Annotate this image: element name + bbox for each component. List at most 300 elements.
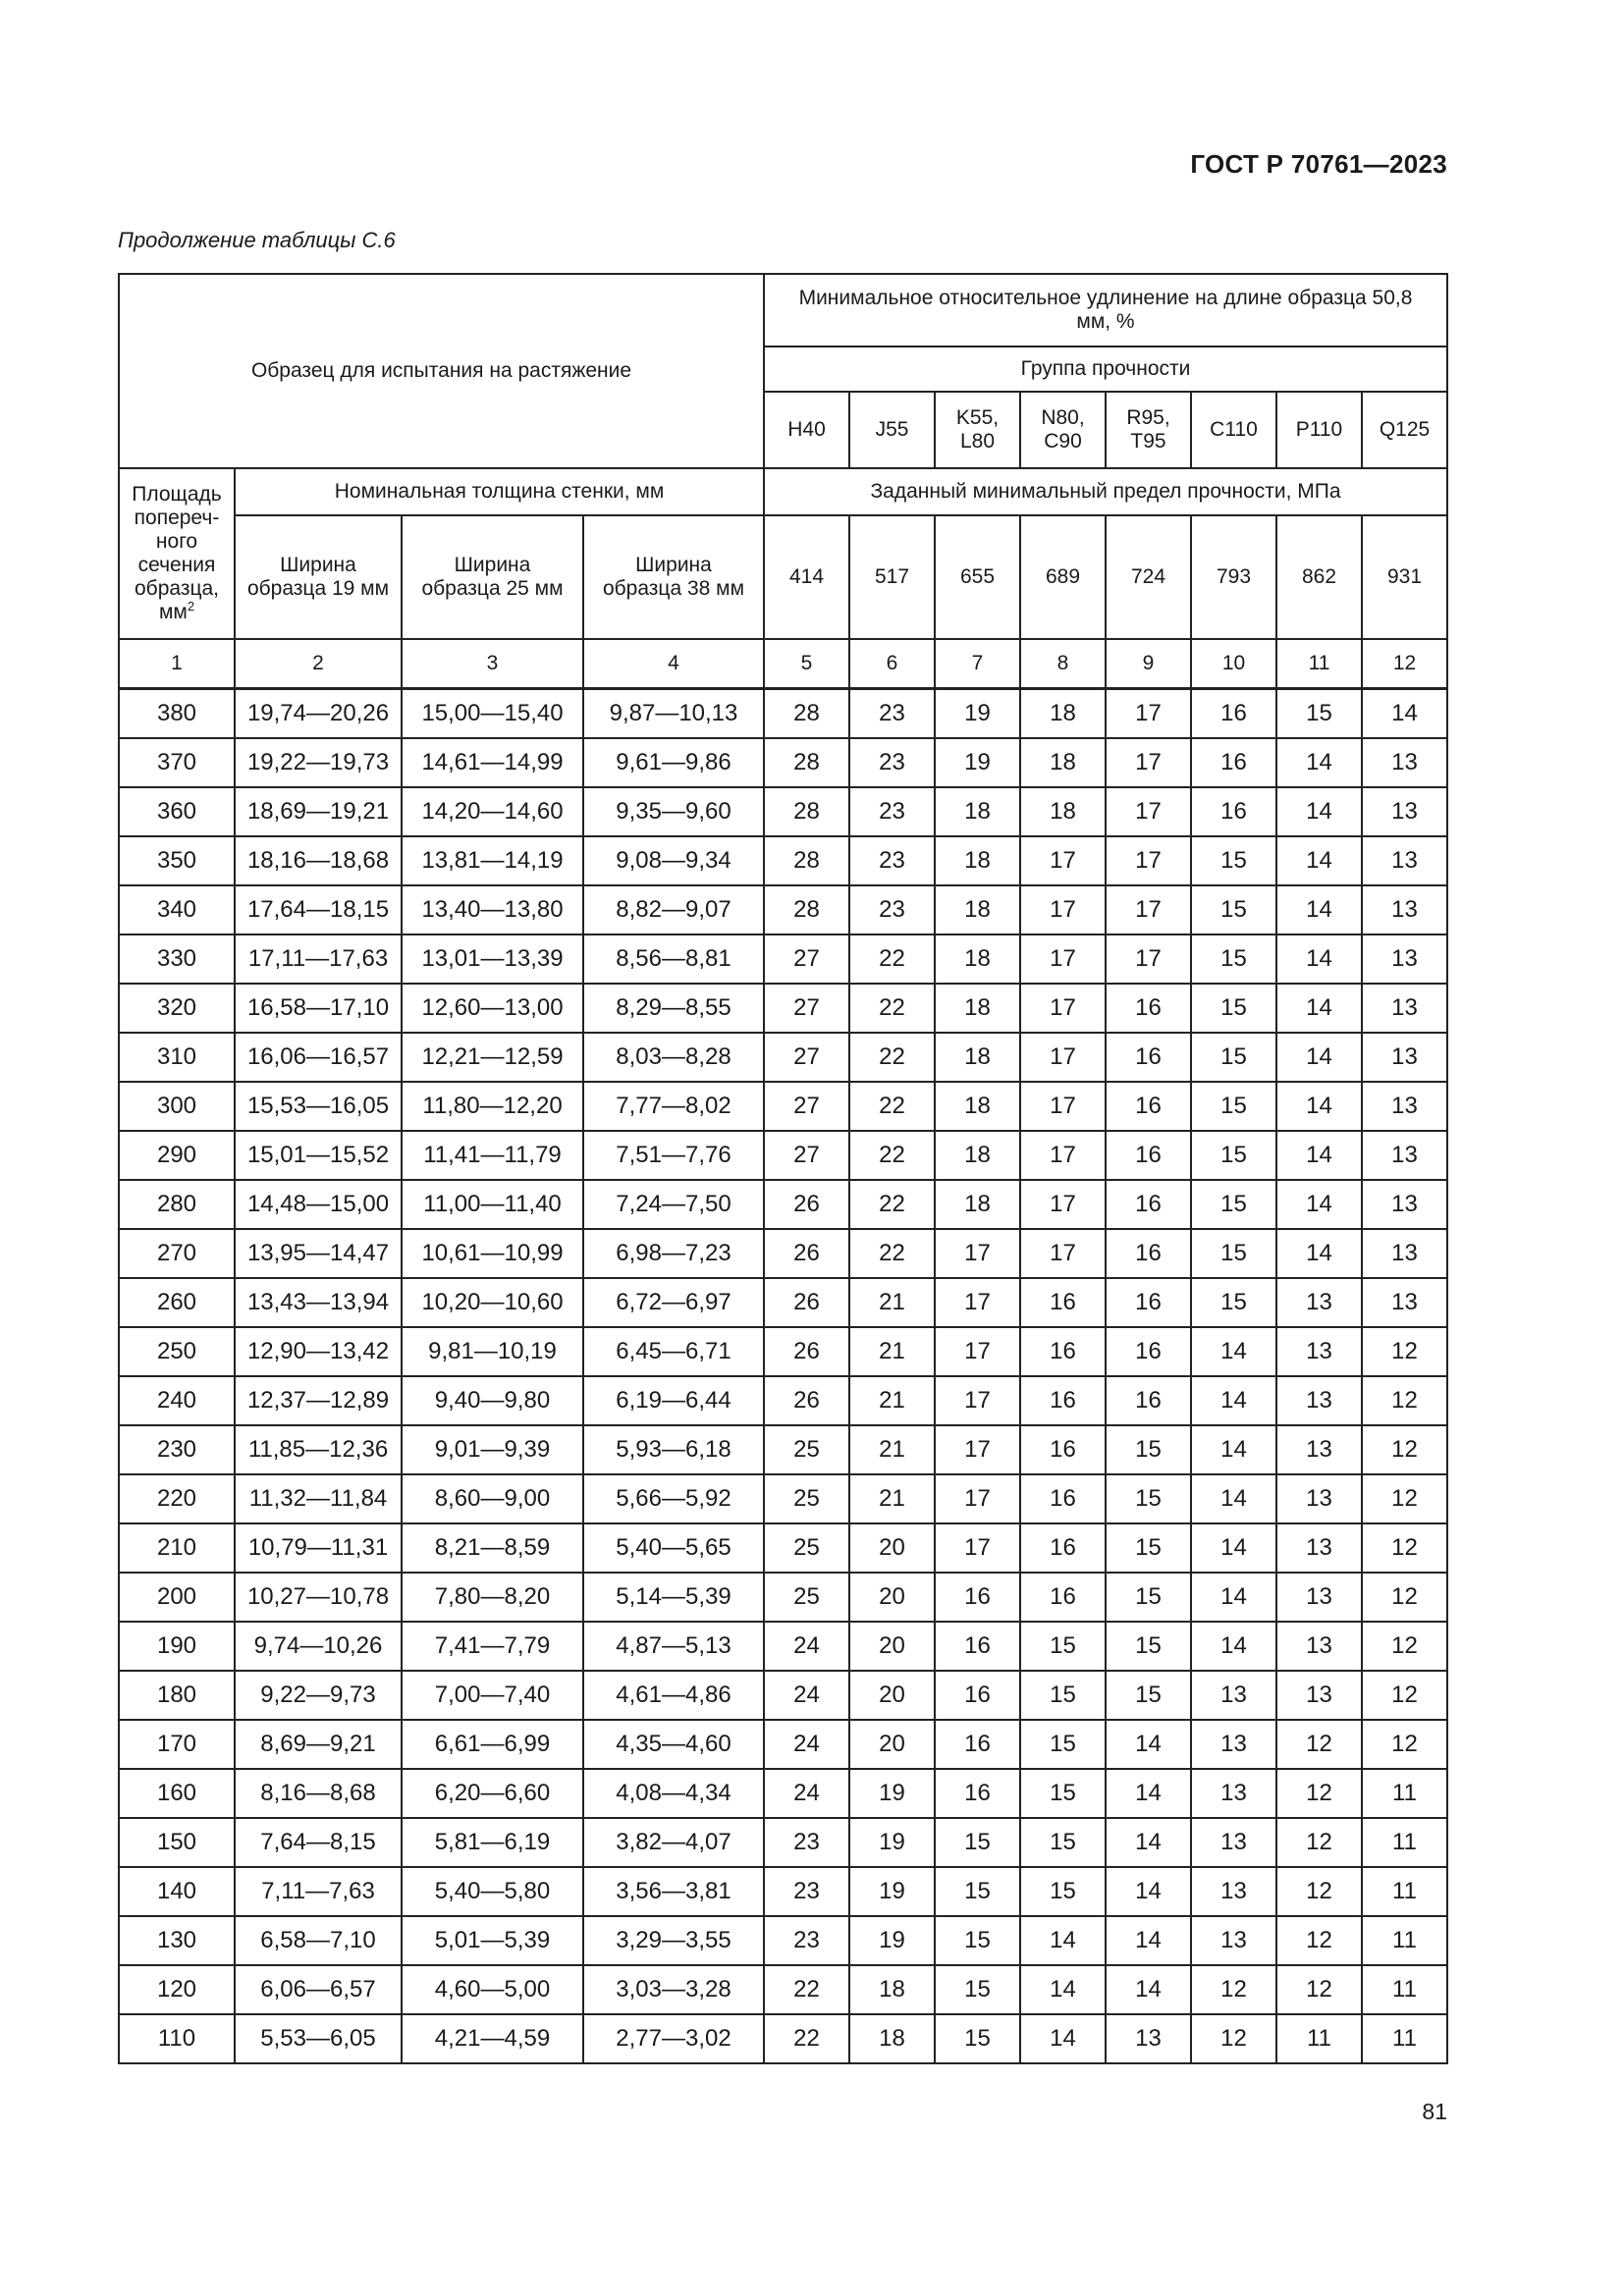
table-cell: 26: [764, 1376, 849, 1425]
table-cell: 14: [1191, 1474, 1276, 1523]
table-row: [119, 1180, 1447, 1229]
table-cell: 17: [1020, 1082, 1106, 1131]
table-cell: 17: [1020, 1229, 1106, 1278]
table-cell: 6,45—6,71: [583, 1327, 764, 1376]
table-cell: 16: [1106, 1327, 1191, 1376]
table-cell: 14: [1276, 1180, 1362, 1229]
table-cell: 250: [119, 1327, 235, 1376]
table-cell: 15: [1020, 1769, 1106, 1818]
table-cell: 150: [119, 1818, 235, 1867]
table-cell: 240: [119, 1376, 235, 1425]
table-row: [119, 2014, 1447, 2063]
table-row: [119, 1033, 1447, 1082]
table-row: [119, 1278, 1447, 1327]
table-cell: 20: [849, 1573, 935, 1622]
table-cell: 9,87—10,13: [583, 689, 764, 739]
width-19-header: Ширина образца 19 мм: [235, 515, 402, 639]
table-cell: 14: [1191, 1425, 1276, 1474]
table-cell: 14: [1362, 689, 1447, 739]
table-cell: 18: [849, 1965, 935, 2014]
table-cell: 21: [849, 1425, 935, 1474]
specimen-header: Образец для испытания на растяжение: [119, 274, 764, 468]
table-cell: 13,01—13,39: [402, 934, 583, 984]
table-row: [119, 1965, 1447, 2014]
table-cell: 13: [1276, 1671, 1362, 1720]
table-cell: 14,48—15,00: [235, 1180, 402, 1229]
table-cell: 18: [935, 1082, 1020, 1131]
strength-grade-header: K55, L80: [935, 392, 1020, 468]
table-cell: 12: [1362, 1573, 1447, 1622]
table-cell: 16,58—17,10: [235, 984, 402, 1033]
table-cell: 7,24—7,50: [583, 1180, 764, 1229]
table-cell: 27: [764, 934, 849, 984]
table-cell: 19: [849, 1867, 935, 1916]
table-cell: 13,40—13,80: [402, 885, 583, 934]
table-cell: 17: [1020, 1033, 1106, 1082]
table-cell: 20: [849, 1720, 935, 1769]
table-cell: 17: [935, 1229, 1020, 1278]
table-cell: 16: [935, 1720, 1020, 1769]
table-cell: 7,00—7,40: [402, 1671, 583, 1720]
table-cell: 28: [764, 885, 849, 934]
table-cell: 14: [1276, 934, 1362, 984]
table-cell: 13: [1191, 1720, 1276, 1769]
table-cell: 13: [1362, 836, 1447, 885]
area-header: Площадь попереч-ного сечения образца, $мм^2$: [119, 468, 235, 639]
table-cell: 18: [935, 1131, 1020, 1180]
width-38-header: Ширина образца 38 мм: [583, 515, 764, 639]
table-cell: 22: [849, 1082, 935, 1131]
table-cell: 8,16—8,68: [235, 1769, 402, 1818]
table-cell: 26: [764, 1327, 849, 1376]
table-cell: 8,82—9,07: [583, 885, 764, 934]
table-cell: 13: [1276, 1573, 1362, 1622]
table-row: [119, 689, 1447, 739]
column-number: 11: [1276, 639, 1362, 689]
table-cell: 16: [1020, 1278, 1106, 1327]
table-cell: 15: [935, 2014, 1020, 2063]
table-cell: 8,69—9,21: [235, 1720, 402, 1769]
table-cell: 20: [849, 1671, 935, 1720]
table-cell: 130: [119, 1916, 235, 1965]
table-cell: 15: [1106, 1573, 1191, 1622]
table-cell: 15,53—16,05: [235, 1082, 402, 1131]
table-cell: 20: [849, 1622, 935, 1671]
table-cell: 11,80—12,20: [402, 1082, 583, 1131]
table-row: [119, 934, 1447, 984]
strength-grade-header: P110: [1276, 392, 1362, 468]
table-cell: 15: [1020, 1818, 1106, 1867]
table-cell: 17: [1106, 738, 1191, 787]
table-cell: 13: [1276, 1376, 1362, 1425]
table-cell: 27: [764, 1082, 849, 1131]
table-cell: 4,08—4,34: [583, 1769, 764, 1818]
table-cell: 13,81—14,19: [402, 836, 583, 885]
table-cell: 4,35—4,60: [583, 1720, 764, 1769]
table-cell: 11,00—11,40: [402, 1180, 583, 1229]
table-cell: 13: [1191, 1671, 1276, 1720]
table-cell: 12: [1362, 1720, 1447, 1769]
table-cell: 14: [1020, 1916, 1106, 1965]
table-cell: 330: [119, 934, 235, 984]
table-cell: 17: [1106, 689, 1191, 739]
table-cell: 210: [119, 1523, 235, 1573]
table-cell: 5,81—6,19: [402, 1818, 583, 1867]
table-cell: 4,61—4,86: [583, 1671, 764, 1720]
page-number: 81: [1422, 2099, 1447, 2124]
table-row: [119, 1720, 1447, 1769]
table-cell: 12: [1362, 1671, 1447, 1720]
tensile-strength-value: 517: [849, 515, 935, 639]
strength-grade-header: R95, T95: [1106, 392, 1191, 468]
table-cell: 5,40—5,65: [583, 1523, 764, 1573]
table-cell: 13: [1191, 1916, 1276, 1965]
table-cell: 22: [764, 2014, 849, 2063]
table-cell: 15: [1191, 1033, 1276, 1082]
tensile-strength-value: 862: [1276, 515, 1362, 639]
table-cell: 14: [1191, 1523, 1276, 1573]
table-cell: 220: [119, 1474, 235, 1523]
table-cell: 24: [764, 1622, 849, 1671]
table-cell: 13: [1362, 1082, 1447, 1131]
document-id: ГОСТ Р 70761—2023: [1190, 149, 1447, 179]
table-cell: 16: [1106, 1033, 1191, 1082]
table-cell: 12,37—12,89: [235, 1376, 402, 1425]
table-cell: 8,03—8,28: [583, 1033, 764, 1082]
table-cell: 110: [119, 2014, 235, 2063]
table-cell: 17: [935, 1474, 1020, 1523]
table-cell: 14: [1276, 1229, 1362, 1278]
table-cell: 9,81—10,19: [402, 1327, 583, 1376]
table-cell: 14: [1276, 1131, 1362, 1180]
table-cell: 14: [1106, 1916, 1191, 1965]
table-cell: 23: [849, 689, 935, 739]
table-cell: 14,20—14,60: [402, 787, 583, 836]
table-cell: 16: [1020, 1474, 1106, 1523]
table-cell: 12: [1362, 1425, 1447, 1474]
table-cell: 9,35—9,60: [583, 787, 764, 836]
table-row: [119, 1474, 1447, 1523]
table-cell: 12: [1276, 1818, 1362, 1867]
table-cell: 12: [1362, 1523, 1447, 1573]
table-cell: 15: [935, 1818, 1020, 1867]
table-cell: 340: [119, 885, 235, 934]
table-cell: 23: [849, 738, 935, 787]
table-cell: 4,87—5,13: [583, 1622, 764, 1671]
table-cell: 22: [849, 934, 935, 984]
table-caption: Продолжение таблицы С.6: [118, 228, 396, 252]
table-cell: 120: [119, 1965, 235, 2014]
column-number: 1: [119, 639, 235, 689]
tensile-strength-value: 689: [1020, 515, 1106, 639]
table-cell: 22: [849, 1033, 935, 1082]
table-cell: 13: [1362, 1033, 1447, 1082]
table-cell: 18: [935, 885, 1020, 934]
table-cell: 9,01—9,39: [402, 1425, 583, 1474]
table-cell: 15: [1191, 1082, 1276, 1131]
table-cell: 160: [119, 1769, 235, 1818]
table-cell: 10,79—11,31: [235, 1523, 402, 1573]
table-cell: 6,19—6,44: [583, 1376, 764, 1425]
table-cell: 12: [1191, 1965, 1276, 2014]
table-cell: 15: [1191, 836, 1276, 885]
table-cell: 28: [764, 836, 849, 885]
table-row: [119, 1671, 1447, 1720]
table-cell: 11: [1362, 1818, 1447, 1867]
table-cell: 13: [1106, 2014, 1191, 2063]
table-cell: 18: [849, 2014, 935, 2063]
table-cell: 7,11—7,63: [235, 1867, 402, 1916]
table-cell: 12,90—13,42: [235, 1327, 402, 1376]
table-cell: 13: [1276, 1327, 1362, 1376]
table-cell: 13: [1191, 1769, 1276, 1818]
table-row: [119, 1425, 1447, 1474]
table-cell: 170: [119, 1720, 235, 1769]
table-cell: 16: [935, 1671, 1020, 1720]
table-cell: 16: [935, 1622, 1020, 1671]
table-cell: 17: [1020, 885, 1106, 934]
tensile-strength-value: 414: [764, 515, 849, 639]
table-cell: 14: [1276, 836, 1362, 885]
specimen-elongation-table: [118, 273, 1448, 2064]
table-cell: 25: [764, 1573, 849, 1622]
table-cell: 17,11—17,63: [235, 934, 402, 984]
table-cell: 15,00—15,40: [402, 689, 583, 739]
table-cell: 3,82—4,07: [583, 1818, 764, 1867]
table-cell: 16: [1106, 1082, 1191, 1131]
table-cell: 17,64—18,15: [235, 885, 402, 934]
table-cell: 8,29—8,55: [583, 984, 764, 1033]
table-cell: 6,20—6,60: [402, 1769, 583, 1818]
table-cell: 11: [1276, 2014, 1362, 2063]
table-cell: 3,56—3,81: [583, 1867, 764, 1916]
table-cell: 7,77—8,02: [583, 1082, 764, 1131]
table-cell: 16,06—16,57: [235, 1033, 402, 1082]
table-row: [119, 738, 1447, 787]
table-cell: 15: [935, 1867, 1020, 1916]
table-cell: 16: [1020, 1573, 1106, 1622]
table-cell: 22: [764, 1965, 849, 2014]
table-cell: 18: [935, 1180, 1020, 1229]
table-cell: 13: [1276, 1523, 1362, 1573]
strength-group-header: Группа прочности: [764, 347, 1447, 392]
table-cell: 16: [1106, 1376, 1191, 1425]
table-cell: 25: [764, 1523, 849, 1573]
column-number: 10: [1191, 639, 1276, 689]
table-cell: 280: [119, 1180, 235, 1229]
table-row: [119, 1769, 1447, 1818]
table-cell: 17: [935, 1523, 1020, 1573]
strength-grade-header: N80, C90: [1020, 392, 1106, 468]
table-cell: 17: [935, 1278, 1020, 1327]
table-cell: 2,77—3,02: [583, 2014, 764, 2063]
table-cell: 15: [1191, 1131, 1276, 1180]
table-cell: 4,21—4,59: [402, 2014, 583, 2063]
table-cell: 15: [935, 1965, 1020, 2014]
strength-grade-header: H40: [764, 392, 849, 468]
table-cell: 7,51—7,76: [583, 1131, 764, 1180]
table-cell: 18: [935, 787, 1020, 836]
table-cell: 21: [849, 1474, 935, 1523]
tensile-strength-value: 655: [935, 515, 1020, 639]
table-cell: 16: [1106, 1229, 1191, 1278]
table-cell: 13: [1362, 1131, 1447, 1180]
table-cell: 26: [764, 1180, 849, 1229]
table-cell: 22: [849, 1180, 935, 1229]
table-cell: 18: [1020, 689, 1106, 739]
table-cell: 19: [849, 1769, 935, 1818]
table-cell: 140: [119, 1867, 235, 1916]
table-cell: 11,41—11,79: [402, 1131, 583, 1180]
table-cell: 200: [119, 1573, 235, 1622]
table-cell: 18: [935, 984, 1020, 1033]
table-cell: 17: [935, 1327, 1020, 1376]
table-cell: 11: [1362, 1916, 1447, 1965]
table-cell: 260: [119, 1278, 235, 1327]
table-cell: 370: [119, 738, 235, 787]
table-cell: 27: [764, 1131, 849, 1180]
table-cell: 6,98—7,23: [583, 1229, 764, 1278]
table-cell: 12: [1362, 1622, 1447, 1671]
table-cell: 5,01—5,39: [402, 1916, 583, 1965]
wall-thickness-header: Номинальная толщина стенки, мм: [235, 468, 764, 515]
tensile-strength-value: 931: [1362, 515, 1447, 639]
table-cell: 14: [1106, 1965, 1191, 2014]
table-cell: 15,01—15,52: [235, 1131, 402, 1180]
table-cell: 6,58—7,10: [235, 1916, 402, 1965]
table-cell: 8,60—9,00: [402, 1474, 583, 1523]
table-cell: 230: [119, 1425, 235, 1474]
table-cell: 13: [1276, 1425, 1362, 1474]
table-cell: 17: [1020, 934, 1106, 984]
table-cell: 12: [1276, 1867, 1362, 1916]
tensile-strength-value: 724: [1106, 515, 1191, 639]
table-cell: 4,60—5,00: [402, 1965, 583, 2014]
table-cell: 13: [1191, 1818, 1276, 1867]
column-number: 7: [935, 639, 1020, 689]
table-cell: 23: [849, 787, 935, 836]
table-cell: 11: [1362, 1965, 1447, 2014]
elongation-header: Минимальное относительное удлинение на длине образца 50,8 мм, %: [764, 274, 1447, 347]
table-cell: 14: [1276, 1082, 1362, 1131]
table-cell: 22: [849, 1229, 935, 1278]
column-number: 6: [849, 639, 935, 689]
table-cell: 15: [1020, 1720, 1106, 1769]
strength-grade-header: J55: [849, 392, 935, 468]
table-cell: 27: [764, 984, 849, 1033]
table-cell: 11: [1362, 1867, 1447, 1916]
table-cell: 17: [1020, 836, 1106, 885]
table-cell: 18: [935, 934, 1020, 984]
table-cell: 14: [1106, 1867, 1191, 1916]
table-cell: 13: [1191, 1867, 1276, 1916]
table-cell: 9,08—9,34: [583, 836, 764, 885]
table-cell: 18: [935, 1033, 1020, 1082]
table-cell: 16: [1020, 1425, 1106, 1474]
table-cell: 16: [1191, 738, 1276, 787]
table-cell: 22: [849, 1131, 935, 1180]
table-row: [119, 1622, 1447, 1671]
table-cell: 9,61—9,86: [583, 738, 764, 787]
column-number: 5: [764, 639, 849, 689]
table-cell: 12: [1362, 1327, 1447, 1376]
tensile-strength-value: 793: [1191, 515, 1276, 639]
table-cell: 13,43—13,94: [235, 1278, 402, 1327]
table-cell: 17: [1106, 836, 1191, 885]
table-cell: 5,53—6,05: [235, 2014, 402, 2063]
table-cell: 23: [764, 1818, 849, 1867]
table-cell: 15: [1020, 1867, 1106, 1916]
table-cell: 12: [1276, 1916, 1362, 1965]
table-cell: 8,21—8,59: [402, 1523, 583, 1573]
table-row: [119, 1916, 1447, 1965]
table-cell: 9,40—9,80: [402, 1376, 583, 1425]
table-cell: 10,61—10,99: [402, 1229, 583, 1278]
table-cell: 13: [1362, 1180, 1447, 1229]
table-cell: 28: [764, 738, 849, 787]
strength-grade-header: C110: [1191, 392, 1276, 468]
table-cell: 17: [935, 1376, 1020, 1425]
table-cell: 18: [935, 836, 1020, 885]
table-row: [119, 1131, 1447, 1180]
table-cell: 26: [764, 1278, 849, 1327]
table-cell: 25: [764, 1474, 849, 1523]
table-cell: 22: [849, 984, 935, 1033]
table-cell: 13: [1362, 787, 1447, 836]
table-cell: 17: [1106, 787, 1191, 836]
table-cell: 6,61—6,99: [402, 1720, 583, 1769]
table-cell: 17: [1020, 1180, 1106, 1229]
table-cell: 12: [1362, 1474, 1447, 1523]
table-row: [119, 1818, 1447, 1867]
table-cell: 190: [119, 1622, 235, 1671]
table-row: [119, 1523, 1447, 1573]
table-cell: 13: [1276, 1622, 1362, 1671]
table-cell: 13: [1276, 1278, 1362, 1327]
table-cell: 16: [1106, 1180, 1191, 1229]
table-row: [119, 1376, 1447, 1425]
table-cell: 12: [1276, 1720, 1362, 1769]
table-cell: 16: [935, 1573, 1020, 1622]
column-number: 12: [1362, 639, 1447, 689]
table-cell: 18: [1020, 787, 1106, 836]
table-cell: 15: [1276, 689, 1362, 739]
table-cell: 5,14—5,39: [583, 1573, 764, 1622]
table-cell: 16: [1106, 1131, 1191, 1180]
table-cell: 7,41—7,79: [402, 1622, 583, 1671]
table-cell: 5,93—6,18: [583, 1425, 764, 1474]
table-cell: 15: [1191, 1180, 1276, 1229]
table-row: [119, 1082, 1447, 1131]
table-cell: 11: [1362, 1769, 1447, 1818]
table-cell: 7,64—8,15: [235, 1818, 402, 1867]
table-cell: 15: [1191, 885, 1276, 934]
table-cell: 15: [1191, 1278, 1276, 1327]
table-row: [119, 836, 1447, 885]
table-cell: 7,80—8,20: [402, 1573, 583, 1622]
table-cell: 23: [764, 1916, 849, 1965]
table-cell: 15: [1191, 984, 1276, 1033]
column-number: 8: [1020, 639, 1106, 689]
table-cell: 10,20—10,60: [402, 1278, 583, 1327]
table-cell: 14: [1020, 2014, 1106, 2063]
table-cell: 16: [1191, 689, 1276, 739]
table-cell: 15: [1191, 934, 1276, 984]
table-row: [119, 885, 1447, 934]
table-cell: 5,40—5,80: [402, 1867, 583, 1916]
table-cell: 3,29—3,55: [583, 1916, 764, 1965]
table-cell: 15: [1106, 1474, 1191, 1523]
